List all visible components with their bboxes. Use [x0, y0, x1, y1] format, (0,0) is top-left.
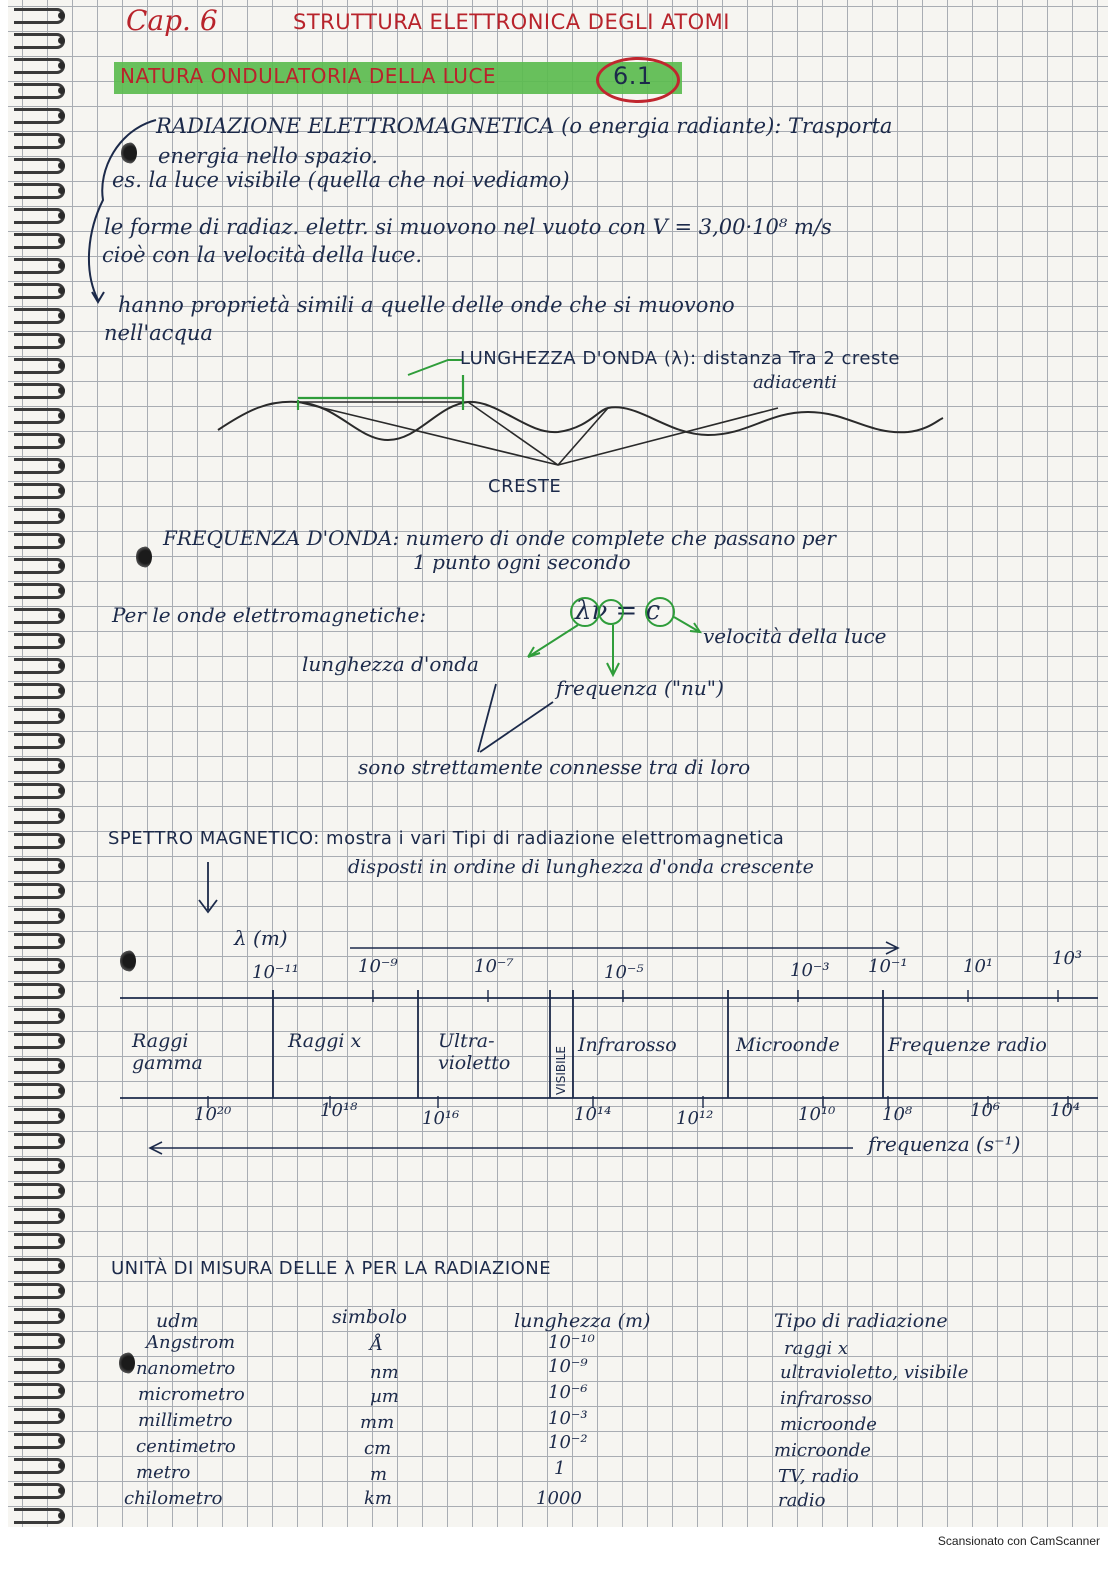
spiral-hole	[58, 462, 65, 469]
table-cell: microonde	[774, 1440, 871, 1461]
col-header-length: lunghezza (m)	[514, 1310, 651, 1332]
lambda-axis-label: λ (m)	[234, 926, 288, 950]
down-arrow	[193, 860, 223, 920]
spiral-hole	[58, 937, 65, 944]
wl-tick: 10⁻³	[790, 960, 830, 981]
intro-line-3: es. la luce visibile (quella che noi vediamo)	[112, 168, 570, 192]
spiral-hole	[58, 512, 65, 519]
spiral-hole	[58, 712, 65, 719]
relation-lines	[468, 680, 578, 760]
spiral-hole	[58, 437, 65, 444]
table-cell: 10⁻³	[548, 1408, 588, 1429]
table-cell: 10⁻¹⁰	[548, 1332, 595, 1353]
nu-label: frequenza ("nu")	[556, 676, 724, 700]
spiral-hole	[58, 1512, 65, 1519]
region-micro: Microonde	[736, 1034, 840, 1056]
spiral-hole	[58, 1237, 65, 1244]
spiral-hole	[58, 1212, 65, 1219]
freq-tick: 10⁴	[1050, 1100, 1081, 1121]
frequency-axis-label: frequenza (s⁻¹)	[868, 1132, 1021, 1156]
spectrum-line-2: disposti in ordine di lunghezza d'onda crescente	[348, 856, 814, 878]
freq-tick: 10¹⁸	[320, 1100, 358, 1121]
table-cell: metro	[136, 1462, 191, 1483]
spiral-hole	[58, 1337, 65, 1344]
spiral-hole	[58, 962, 65, 969]
intro-line-7: nell'acqua	[104, 321, 213, 345]
spiral-hole	[58, 562, 65, 569]
spiral-hole	[58, 1487, 65, 1494]
spiral-hole	[58, 612, 65, 619]
region-visible: VISIBILE	[554, 1046, 568, 1095]
spiral-hole	[58, 1162, 65, 1169]
spiral-hole	[58, 1462, 65, 1469]
region-x: Raggi x	[288, 1030, 362, 1052]
table-cell: 10⁻⁶	[548, 1382, 588, 1403]
region-ir: Infrarosso	[578, 1034, 677, 1056]
freq-tick: 10⁶	[970, 1100, 1001, 1121]
table-cell: nanometro	[136, 1358, 236, 1379]
section-title: NATURA ONDULATORIA DELLA LUCE	[120, 64, 497, 88]
spiral-hole	[58, 662, 65, 669]
spiral-hole	[58, 1287, 65, 1294]
intro-line-4: le forme di radiaz. elettr. si muovono nel vuoto con V = 3,00·10⁸ m/s	[104, 215, 832, 239]
spiral-hole	[58, 1387, 65, 1394]
wl-tick: 10³	[1052, 948, 1083, 969]
intro-line-6: hanno proprietà simili a quelle delle onde che si muovono	[118, 293, 735, 317]
table-cell: m	[370, 1464, 388, 1485]
spiral-hole	[58, 1012, 65, 1019]
spiral-hole	[58, 1137, 65, 1144]
spiral-hole	[58, 537, 65, 544]
table-cell: microonde	[780, 1414, 877, 1435]
spiral-hole	[58, 312, 65, 319]
bullet-dot	[120, 950, 136, 972]
frequency-line-1: FREQUENZA D'ONDA: numero di onde complete che passano per	[163, 526, 836, 550]
spiral-hole	[58, 1062, 65, 1069]
section-number: 6.1	[613, 62, 653, 90]
spiral-hole	[58, 762, 65, 769]
table-cell: Angstrom	[146, 1332, 236, 1353]
spiral-hole	[58, 387, 65, 394]
col-header-symbol: simbolo	[332, 1306, 407, 1328]
spiral-hole	[58, 587, 65, 594]
spiral-hole	[58, 1187, 65, 1194]
table-cell: raggi x	[784, 1338, 849, 1359]
col-header-type: Tipo di radiazione	[774, 1310, 948, 1332]
table-cell: km	[364, 1488, 392, 1509]
table-cell: nm	[370, 1362, 399, 1383]
spiral-hole	[58, 362, 65, 369]
lambda-arrow	[348, 940, 908, 956]
freq-tick: 10¹²	[676, 1108, 714, 1129]
lambda-label: lunghezza d'onda	[302, 652, 479, 676]
spiral-hole	[58, 37, 65, 44]
region-gamma: Raggi gamma	[132, 1030, 203, 1074]
scanner-watermark: Scansionato con CamScanner	[937, 1534, 1100, 1548]
table-cell: radio	[778, 1490, 826, 1511]
spiral-hole	[58, 162, 65, 169]
spiral-hole	[58, 637, 65, 644]
table-cell: ultravioletto, visibile	[780, 1362, 969, 1383]
region-radio: Frequenze radio	[888, 1034, 1047, 1056]
c-label: velocità della luce	[703, 624, 887, 648]
region-uv: Ultra-violetto	[438, 1030, 511, 1074]
spiral-hole	[58, 912, 65, 919]
spiral-binding	[8, 0, 68, 1527]
spiral-hole	[58, 287, 65, 294]
spiral-hole	[58, 1037, 65, 1044]
spiral-hole	[58, 62, 65, 69]
spiral-hole	[58, 1112, 65, 1119]
spiral-hole	[58, 412, 65, 419]
table-cell: µm	[370, 1386, 399, 1407]
spiral-hole	[58, 87, 65, 94]
spiral-hole	[58, 687, 65, 694]
spiral-hole	[58, 987, 65, 994]
spiral-hole	[58, 262, 65, 269]
spiral-hole	[58, 1437, 65, 1444]
spiral-hole	[58, 237, 65, 244]
bullet-dot	[119, 1352, 135, 1374]
spiral-hole	[58, 187, 65, 194]
frequency-arrow	[138, 1140, 858, 1156]
freq-tick: 10¹⁴	[574, 1104, 612, 1125]
wavelength-label: LUNGHEZZA D'ONDA (λ): distanza Tra 2 creste	[460, 348, 900, 369]
spiral-hole	[58, 212, 65, 219]
table-cell: 1	[554, 1458, 566, 1479]
formula-lead: Per le onde elettromagnetiche:	[112, 603, 427, 627]
spiral-hole	[58, 1412, 65, 1419]
page-title: STRUTTURA ELETTRONICA DEGLI ATOMI	[293, 10, 730, 34]
spiral-hole	[58, 12, 65, 19]
spiral-hole	[58, 337, 65, 344]
spiral-hole	[58, 112, 65, 119]
wl-tick: 10⁻⁹	[358, 956, 398, 977]
wl-tick: 10⁻¹¹	[252, 962, 299, 983]
frequency-line-2: 1 punto ogni secondo	[413, 550, 631, 574]
spiral-hole	[58, 812, 65, 819]
spiral-hole	[58, 1362, 65, 1369]
freq-tick: 10¹⁰	[798, 1104, 836, 1125]
formula-equation: λν = c	[575, 596, 661, 626]
freq-tick: 10²⁰	[194, 1104, 232, 1125]
spiral-hole	[58, 487, 65, 494]
spectrum-line-1: SPETTRO MAGNETICO: mostra i vari Tipi di radiazione elettromagnetica	[108, 828, 785, 849]
spiral-hole	[58, 887, 65, 894]
wl-tick: 10⁻¹	[868, 956, 908, 977]
table-cell: chilometro	[124, 1488, 223, 1509]
intro-line-1: RADIAZIONE ELETTROMAGNETICA (o energia radiante): Trasporta	[156, 114, 893, 138]
intro-line-2: energia nello spazio.	[158, 144, 378, 168]
table-cell: Å	[370, 1334, 383, 1355]
table-cell: mm	[360, 1412, 395, 1433]
spiral-hole	[58, 862, 65, 869]
table-cell: micrometro	[138, 1384, 245, 1405]
col-header-udm: udm	[156, 1310, 199, 1332]
spiral-hole	[58, 787, 65, 794]
freq-tick: 10⁸	[882, 1104, 913, 1125]
table-cell: infrarosso	[780, 1388, 873, 1409]
spiral-hole	[58, 837, 65, 844]
bullet-dot	[136, 546, 152, 568]
table-cell: 1000	[536, 1488, 582, 1509]
wl-tick: 10⁻⁷	[474, 956, 514, 977]
spiral-hole	[58, 1312, 65, 1319]
table-cell: centimetro	[136, 1436, 236, 1457]
bullet-dot	[121, 142, 137, 164]
spiral-hole	[58, 137, 65, 144]
table-cell: 10⁻⁹	[548, 1356, 588, 1377]
spiral-hole	[58, 737, 65, 744]
table-cell: cm	[364, 1438, 392, 1459]
intro-line-5: cioè con la velocità della luce.	[102, 243, 423, 267]
freq-tick: 10¹⁶	[422, 1108, 460, 1129]
spiral-hole	[58, 1262, 65, 1269]
table-cell: millimetro	[138, 1410, 233, 1431]
wl-tick: 10¹	[963, 956, 994, 977]
wavelength-label-2: adiacenti	[753, 372, 838, 393]
table-cell: TV, radio	[778, 1466, 859, 1487]
wl-tick: 10⁻⁵	[604, 962, 644, 983]
spiral-hole	[58, 1087, 65, 1094]
relation-text: sono strettamente connesse tra di loro	[358, 755, 751, 779]
chapter-label: Cap. 6	[126, 4, 218, 37]
crests-label: CRESTE	[488, 476, 562, 497]
units-title: UNITÀ DI MISURA DELLE λ PER LA RADIAZIONE	[111, 1258, 552, 1279]
table-cell: 10⁻²	[548, 1432, 588, 1453]
notebook-page	[8, 0, 1108, 1527]
